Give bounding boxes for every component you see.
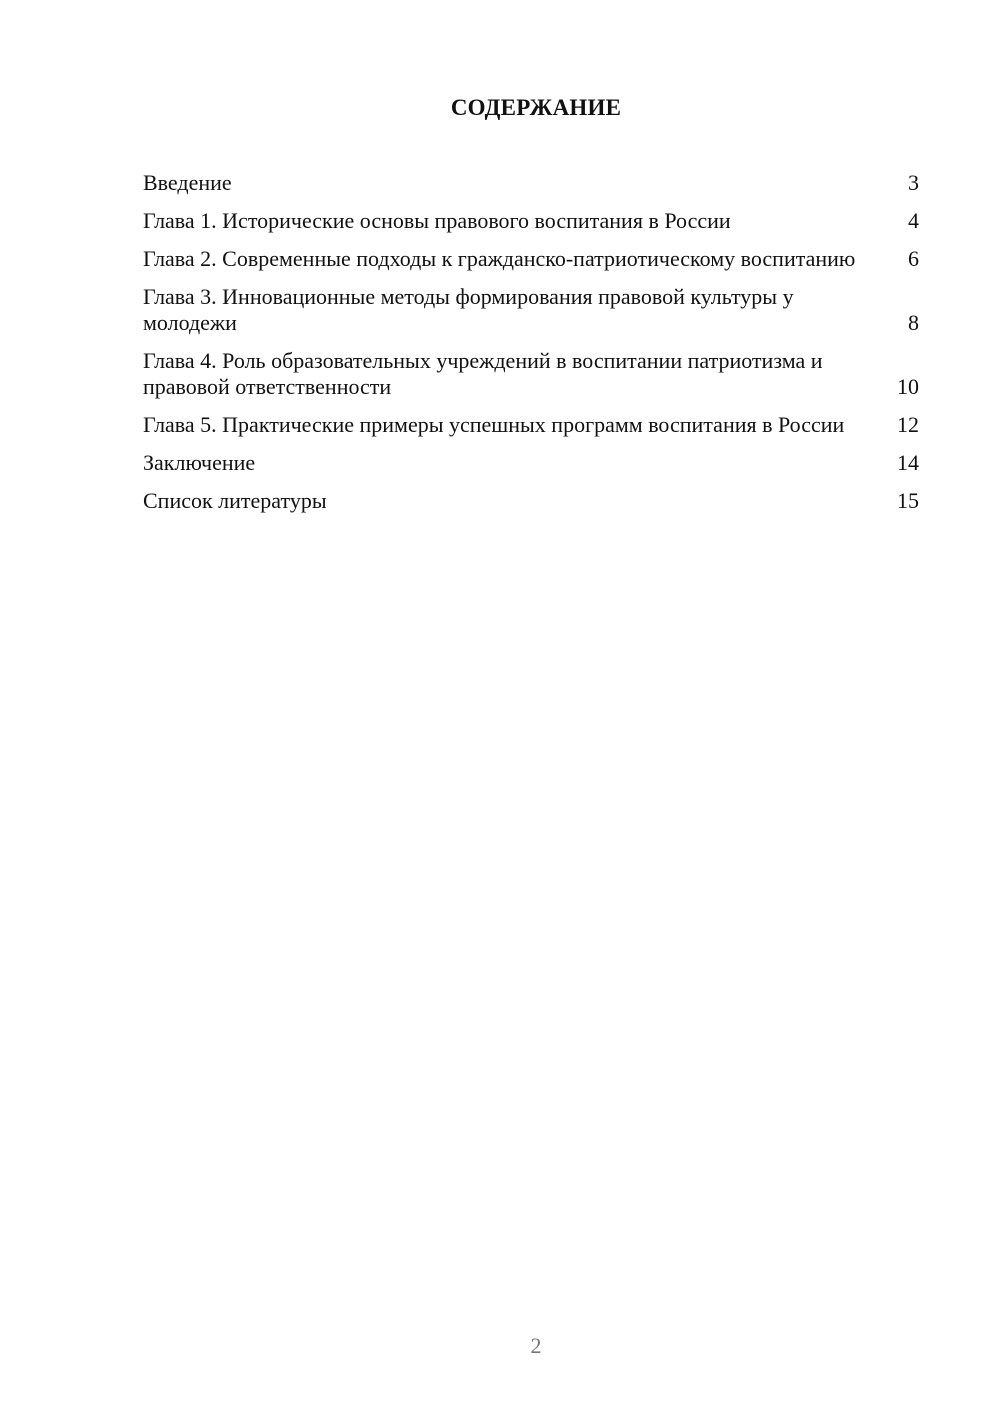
toc-item-conclusion [143,450,919,476]
toc-entry-title: Глава 1. Исторические основы правового воспитания в России [143,208,731,233]
toc-entry-page: 4 [908,208,919,233]
toc-entry-page: 10 [897,374,919,399]
toc-item-bibliography [143,488,919,514]
toc-entry-page: 6 [908,246,919,271]
toc-item-chapter-5 [143,412,919,438]
toc-item-introduction [143,170,919,196]
toc-entry-page: 8 [908,310,919,335]
toc-entry-title: Введение [143,170,232,195]
toc-entry-title: Глава 5. Практические примеры успешных программ воспитания в России [143,412,845,437]
table-of-contents [143,170,919,526]
toc-entry-title: Заключение [143,450,256,475]
toc-entry-page: 14 [897,450,919,475]
page-title: СОДЕРЖАНИЕ [450,95,622,120]
toc-entry-page: 15 [897,488,919,513]
toc-entry-page: 3 [908,170,919,195]
toc-entry-title: Глава 4. Роль образовательных учреждений в воспитании патриотизма и правовой ответственности [143,348,823,399]
toc-item-chapter-2 [143,246,919,272]
toc-entry-title: Глава 2. Современные подходы к гражданско-патриотическому воспитанию [143,246,856,271]
toc-entry-title: Глава 3. Инновационные методы формирования правовой культуры у молодежи [143,284,794,335]
toc-item-chapter-3 [143,284,919,336]
toc-entry-page: 12 [897,412,919,437]
toc-item-chapter-4 [143,348,919,400]
toc-entry-title: Список литературы [143,488,327,513]
page-number: 2 [530,1333,542,1358]
toc-item-chapter-1 [143,208,919,234]
